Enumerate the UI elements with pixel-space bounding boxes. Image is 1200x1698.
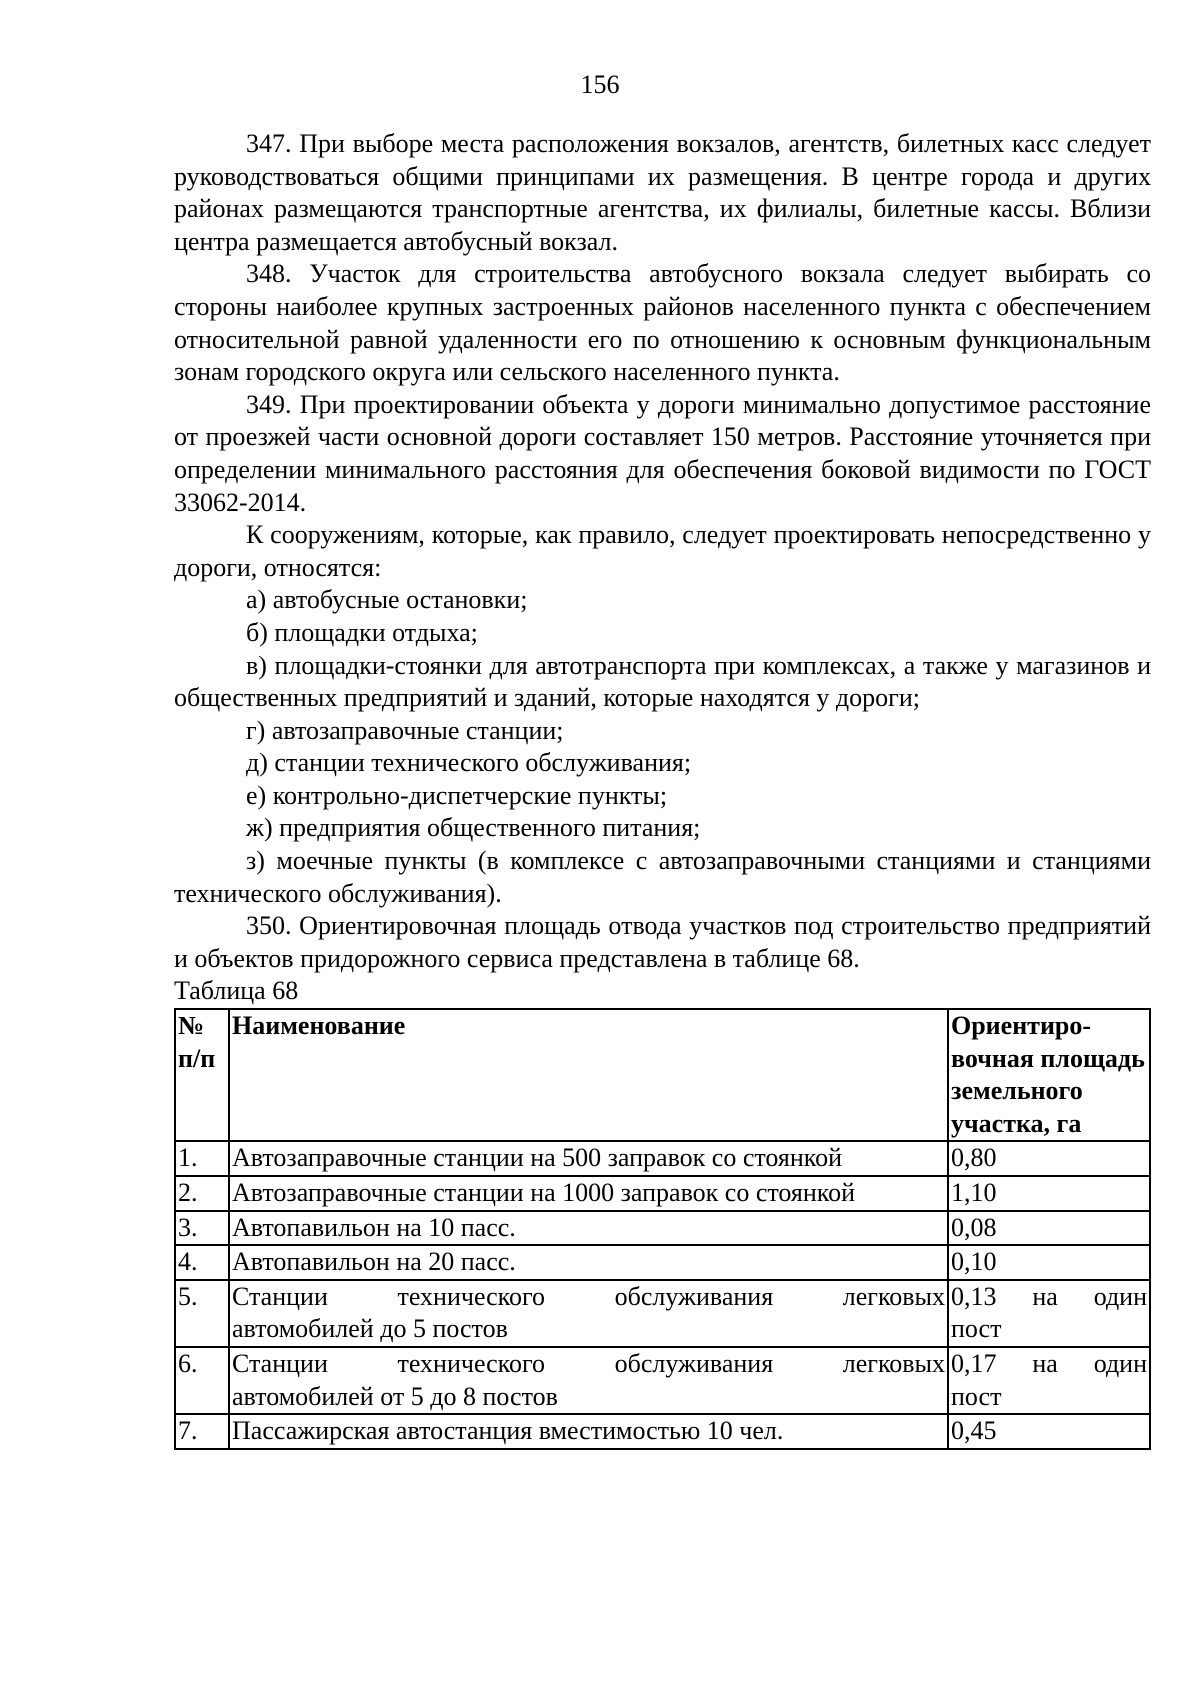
table-row: [175, 1211, 1150, 1246]
cell-name: Автозаправочные станции на 1000 заправок со стоянкой: [229, 1176, 948, 1211]
table-row: [175, 1141, 1150, 1176]
paragraph-structures: К сооружениям, которые, как правило, следует проектировать непосредственно у дороги, относятся:: [174, 520, 1151, 582]
paragraph-348: 348. Участок для строительства автобусного вокзала следует выбирать со стороны наиболее крупных застроенных районов населенного пункта с обеспечением относительной равной удаленности его по отношению к основным функциональным зонам городского округа или сельского населенного пункта.: [174, 259, 1151, 387]
cell-num: 2.: [175, 1176, 229, 1211]
cell-num: 4.: [175, 1245, 229, 1280]
table-header-row: [175, 1009, 1150, 1141]
cell-name: Автопавильон на 20 пасс.: [229, 1245, 948, 1280]
list-item: а) автобусные остановки;: [246, 585, 528, 615]
cell-name-line: автомобилей от 5 до 8 постов: [232, 1381, 558, 1411]
paragraph-350: 350. Ориентировочная площадь отвода участков под строительство предприятий и объектов придорожного сервиса представлена в таблице 68.: [174, 911, 1151, 973]
header-area: Ориентиро-вочная площадь земельного участка, га: [948, 1009, 1150, 1141]
cell-num: 5.: [175, 1280, 229, 1347]
cell-name-line: Станции технического обслуживания легковых: [232, 1348, 945, 1378]
document-body: [174, 128, 1151, 1450]
cell-area-line: пост: [951, 1381, 1002, 1411]
list-item: з) моечные пункты (в комплексе с автозаправочными станциями и станциями технического обслуживания).: [174, 846, 1151, 908]
cell-area: 0,45: [948, 1414, 1150, 1449]
table-row: [175, 1280, 1150, 1347]
cell-area: 0,08: [948, 1211, 1150, 1246]
list-item: е) контрольно-диспетчерские пункты;: [246, 780, 668, 810]
cell-area-line: 0,13 на один: [951, 1281, 1147, 1311]
table-row: [175, 1245, 1150, 1280]
cell-name: Пассажирская автостанция вместимостью 10 чел.: [229, 1414, 948, 1449]
cell-name-line: автомобилей до 5 постов: [232, 1314, 508, 1344]
cell-area-line: пост: [951, 1314, 1002, 1344]
list-item: г) автозаправочные станции;: [246, 715, 564, 745]
cell-name-line: Станции технического обслуживания легковых: [232, 1281, 945, 1311]
table-row: [175, 1347, 1150, 1414]
header-num: № п/п: [175, 1009, 229, 1141]
list-item: д) станции технического обслуживания;: [246, 748, 692, 778]
cell-name: [229, 1280, 948, 1347]
header-name: Наименование: [229, 1009, 948, 1141]
page-number: 156: [580, 70, 620, 99]
list-item: б) площадки отдыха;: [246, 617, 478, 647]
paragraph-347: 347. При выборе места расположения вокзалов, агентств, билетных касс следует руководствоваться общими принципами их размещения. В центре города и других районах размещаются транспортные агентства, их филиалы, билетные кассы. Вблизи центра размещается автобусный вокзал.: [174, 129, 1151, 256]
cell-num: 3.: [175, 1211, 229, 1246]
list-item: ж) предприятия общественного питания;: [246, 813, 701, 843]
list-item: в) площадки-стоянки для автотранспорта при комплексах, а также у магазинов и общественных предприятий и зданий, которые находятся у дороги;: [174, 650, 1151, 713]
table-row: [175, 1414, 1150, 1449]
cell-name: [229, 1347, 948, 1414]
cell-num: 1.: [175, 1141, 229, 1176]
cell-num: 7.: [175, 1414, 229, 1449]
paragraph-349: 349. При проектировании объекта у дороги минимально допустимое расстояние от проезжей части основной дороги составляет 150 метров. Расстояние уточняется при определении минимального расстояния для обеспечения боковой видимости по ГОСТ 33062-2014.: [174, 389, 1151, 517]
cell-name: Автозаправочные станции на 500 заправок со стоянкой: [229, 1141, 948, 1176]
table-caption: Таблица 68: [174, 976, 299, 1006]
cell-area: [948, 1347, 1150, 1414]
table-row: [175, 1176, 1150, 1211]
cell-area: [948, 1280, 1150, 1347]
cell-area: 0,80: [948, 1141, 1150, 1176]
cell-name: Автопавильон на 10 пасс.: [229, 1211, 948, 1246]
cell-area-line: 0,17 на один: [951, 1348, 1147, 1378]
cell-num: 6.: [175, 1347, 229, 1414]
cell-area: 1,10: [948, 1176, 1150, 1211]
table-68: [174, 1008, 1151, 1450]
cell-area: 0,10: [948, 1245, 1150, 1280]
